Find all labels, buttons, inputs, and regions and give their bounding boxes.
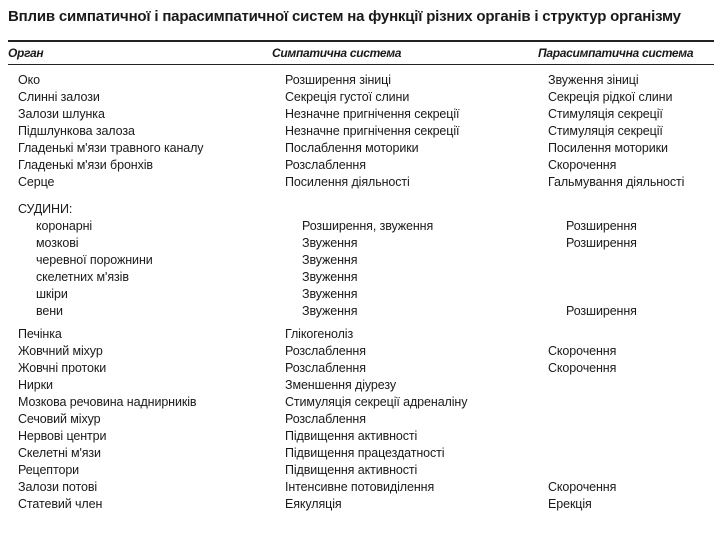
cell-parasympathetic: Скорочення [548,344,617,358]
cell-sympathetic: Глікогеноліз [285,327,354,341]
cell-organ: Нервові центри [18,429,107,443]
cell-sympathetic: Звуження [302,270,358,284]
cell-organ: Печінка [18,327,62,341]
cell-sympathetic: Інтенсивне потовиділення [285,480,435,494]
cell-sympathetic: Звуження [302,253,358,267]
header-sympathetic: Симпатична система [272,46,402,60]
top-rule [8,40,714,42]
cell-parasympathetic: Звуження зіниці [548,73,639,87]
cell-organ: черевної порожнини [36,253,153,267]
cell-parasympathetic: Секреція рідкої слини [548,90,673,104]
cell-parasympathetic: Стимуляція секреції [548,107,663,121]
cell-sympathetic: Звуження [302,287,358,301]
cell-parasympathetic: Скорочення [548,361,617,375]
cell-sympathetic: Зменшення діурезу [285,378,396,392]
cell-sympathetic: Незначне пригнічення секреції [285,124,460,138]
cell-parasympathetic: Стимуляція секреції [548,124,663,138]
cell-sympathetic: Секреція густої слини [285,90,410,104]
cell-sympathetic: Стимуляція секреції адреналіну [285,395,468,409]
cell-sympathetic: Розширення, звуження [302,219,434,233]
cell-organ: Статевий член [18,497,103,511]
cell-organ: мозкові [36,236,79,250]
cell-organ: Жовчні протоки [18,361,107,375]
header-organ: Орган [8,46,44,60]
cell-organ: Гладенькі м'язи травного каналу [18,141,204,155]
cell-parasympathetic: Гальмування діяльності [548,175,685,189]
cell-organ: Залози потові [18,480,98,494]
cell-organ: Гладенькі м'язи бронхів [18,158,153,172]
cell-sympathetic: Еякуляція [285,497,342,511]
cell-sympathetic: Посилення діяльності [285,175,410,189]
cell-sympathetic: Звуження [302,236,358,250]
cell-sympathetic: Розширення зіниці [285,73,391,87]
cell-sympathetic: Підвищення активності [285,463,418,477]
cell-organ: шкіри [36,287,68,301]
cell-sympathetic: Послаблення моторики [285,141,419,155]
cell-organ: Підшлункова залоза [18,124,135,138]
cell-sympathetic: Розслаблення [285,344,366,358]
cell-organ: скелетних м'язів [36,270,129,284]
header-parasympathetic: Парасимпатична система [538,46,694,60]
cell-organ: Скелетні м'язи [18,446,101,460]
cell-parasympathetic: Посилення моторики [548,141,668,155]
cell-organ: Око [18,73,40,87]
cell-sympathetic: Розслаблення [285,361,366,375]
cell-organ: Залози шлунка [18,107,105,121]
cell-organ: Сечовий міхур [18,412,101,426]
cell-parasympathetic: Розширення [566,304,637,318]
cell-organ: Слинні залози [18,90,100,104]
cell-sympathetic: Розслаблення [285,412,366,426]
cell-parasympathetic: Розширення [566,219,637,233]
cell-organ: Нирки [18,378,53,392]
cell-organ: Серце [18,175,55,189]
cell-organ: вени [36,304,63,318]
cell-organ: Рецептори [18,463,80,477]
cell-sympathetic: Розслаблення [285,158,366,172]
cell-sympathetic: Підвищення працездатності [285,446,445,460]
cell-sympathetic: Незначне пригнічення секреції [285,107,460,121]
cell-organ: Мозкова речовина наднирників [18,395,197,409]
cell-parasympathetic: Розширення [566,236,637,250]
page-title: Вплив симпатичної і парасимпатичної систем на функції різних органів і структур організму [8,8,681,25]
header-rule [8,64,714,65]
cell-parasympathetic: Скорочення [548,480,617,494]
cell-organ: Жовчний міхур [18,344,103,358]
cell-organ: СУДИНИ: [18,202,73,216]
cell-sympathetic: Підвищення активності [285,429,418,443]
cell-parasympathetic: Скорочення [548,158,617,172]
cell-sympathetic: Звуження [302,304,358,318]
cell-parasympathetic: Ерекція [548,497,592,511]
cell-organ: коронарні [36,219,93,233]
